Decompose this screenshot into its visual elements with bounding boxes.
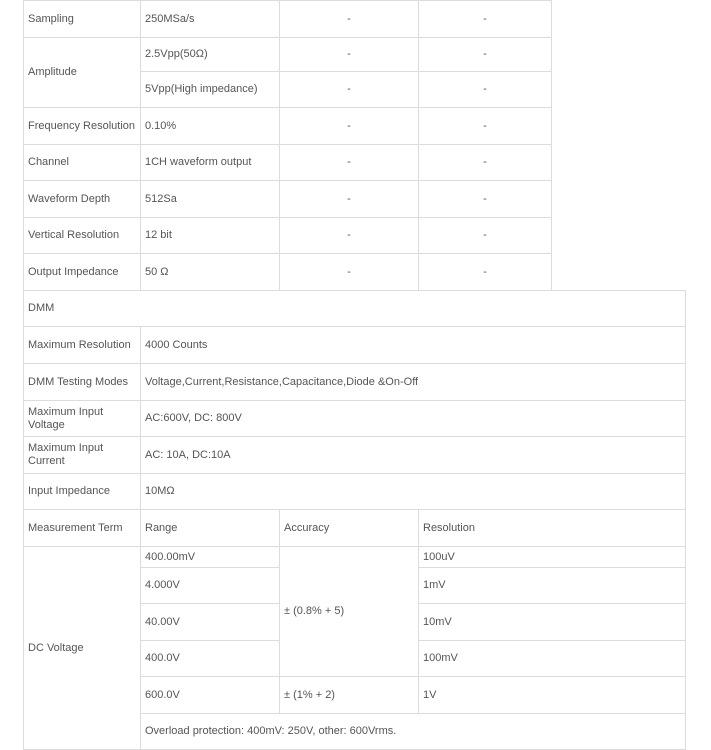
dc-voltage-accuracy-last: ± (1% + 2) xyxy=(280,677,419,714)
input-impedance-label: Input Impedance xyxy=(24,474,141,510)
table-row-input-impedance xyxy=(24,474,686,510)
sampling-value: 250MSa/s xyxy=(141,1,280,38)
table-row-maximum-resolution xyxy=(24,327,686,364)
maximum-resolution-label: Maximum Resolution xyxy=(24,327,141,364)
channel-col3: - xyxy=(280,145,419,181)
sampling-col3: - xyxy=(280,1,419,38)
table-row-sampling xyxy=(24,1,686,38)
amplitude-col4-b: - xyxy=(419,72,552,108)
max-input-current-label: Maximum Input Current xyxy=(24,437,141,474)
waveform-depth-value: 512Sa xyxy=(141,181,280,218)
table-row-amplitude xyxy=(24,38,686,72)
header-measurement-term: Measurement Term xyxy=(24,510,141,547)
header-range: Range xyxy=(141,510,280,547)
table-row-channel xyxy=(24,145,686,181)
dc-voltage-range-4: 400.0V xyxy=(141,641,280,677)
header-accuracy: Accuracy xyxy=(280,510,419,547)
dc-voltage-accuracy-main: ± (0.8% + 5) xyxy=(280,547,419,677)
output-impedance-col4: - xyxy=(419,254,552,291)
dmm-testing-modes-label: DMM Testing Modes xyxy=(24,364,141,401)
table-row-output-impedance xyxy=(24,254,686,291)
dc-voltage-range-3: 40.00V xyxy=(141,604,280,641)
dc-voltage-range-2: 4.000V xyxy=(141,568,280,604)
table-row-measurement-header xyxy=(24,510,686,547)
amplitude-value-50ohm: 2.5Vpp(50Ω) xyxy=(141,38,280,72)
dc-voltage-overload-note: Overload protection: 400mV: 250V, other: 600Vrms. xyxy=(141,714,686,750)
max-input-current-value: AC: 10A, DC:10A xyxy=(141,437,686,474)
dc-voltage-range-1: 400.00mV xyxy=(141,547,280,568)
table-row-vertical-resolution xyxy=(24,218,686,254)
dc-voltage-resolution-2: 1mV xyxy=(419,568,686,604)
amplitude-col3-b: - xyxy=(280,72,419,108)
amplitude-label: Amplitude xyxy=(24,38,141,108)
dc-voltage-resolution-5: 1V xyxy=(419,677,686,714)
output-impedance-col3: - xyxy=(280,254,419,291)
vertical-resolution-col4: - xyxy=(419,218,552,254)
max-input-voltage-label: Maximum Input Voltage xyxy=(24,401,141,437)
vertical-resolution-col3: - xyxy=(280,218,419,254)
dc-voltage-label: DC Voltage xyxy=(24,547,141,750)
dmm-section-title: DMM xyxy=(24,291,686,327)
waveform-depth-col3: - xyxy=(280,181,419,218)
vertical-resolution-value: 12 bit xyxy=(141,218,280,254)
table-row-dmm-testing-modes xyxy=(24,364,686,401)
table-row-max-input-voltage xyxy=(24,401,686,437)
sampling-col4: - xyxy=(419,1,552,38)
table-row-frequency-resolution xyxy=(24,108,686,145)
table-row-waveform-depth xyxy=(24,181,686,218)
vertical-resolution-label: Vertical Resolution xyxy=(24,218,141,254)
sampling-label: Sampling xyxy=(24,1,141,38)
amplitude-value-high-impedance: 5Vpp(High impedance) xyxy=(141,72,280,108)
table-row-dc-voltage-1 xyxy=(24,547,686,568)
dmm-testing-modes-value: Voltage,Current,Resistance,Capacitance,Diode &On-Off xyxy=(141,364,686,401)
waveform-depth-label: Waveform Depth xyxy=(24,181,141,218)
output-impedance-label: Output Impedance xyxy=(24,254,141,291)
amplitude-col4-a: - xyxy=(419,38,552,72)
dc-voltage-resolution-1: 100uV xyxy=(419,547,686,568)
table-row-max-input-current xyxy=(24,437,686,474)
dc-voltage-range-5: 600.0V xyxy=(141,677,280,714)
frequency-resolution-col4: - xyxy=(419,108,552,145)
specifications-table xyxy=(23,0,686,750)
frequency-resolution-col3: - xyxy=(280,108,419,145)
channel-label: Channel xyxy=(24,145,141,181)
dc-voltage-resolution-4: 100mV xyxy=(419,641,686,677)
channel-value: 1CH waveform output xyxy=(141,145,280,181)
output-impedance-value: 50 Ω xyxy=(141,254,280,291)
table-row-dmm-section xyxy=(24,291,686,327)
amplitude-col3-a: - xyxy=(280,38,419,72)
channel-col4: - xyxy=(419,145,552,181)
max-input-voltage-value: AC:600V, DC: 800V xyxy=(141,401,686,437)
waveform-depth-col4: - xyxy=(419,181,552,218)
input-impedance-value: 10MΩ xyxy=(141,474,686,510)
dc-voltage-resolution-3: 10mV xyxy=(419,604,686,641)
header-resolution: Resolution xyxy=(419,510,686,547)
frequency-resolution-value: 0.10% xyxy=(141,108,280,145)
maximum-resolution-value: 4000 Counts xyxy=(141,327,686,364)
frequency-resolution-label: Frequency Resolution xyxy=(24,108,141,145)
